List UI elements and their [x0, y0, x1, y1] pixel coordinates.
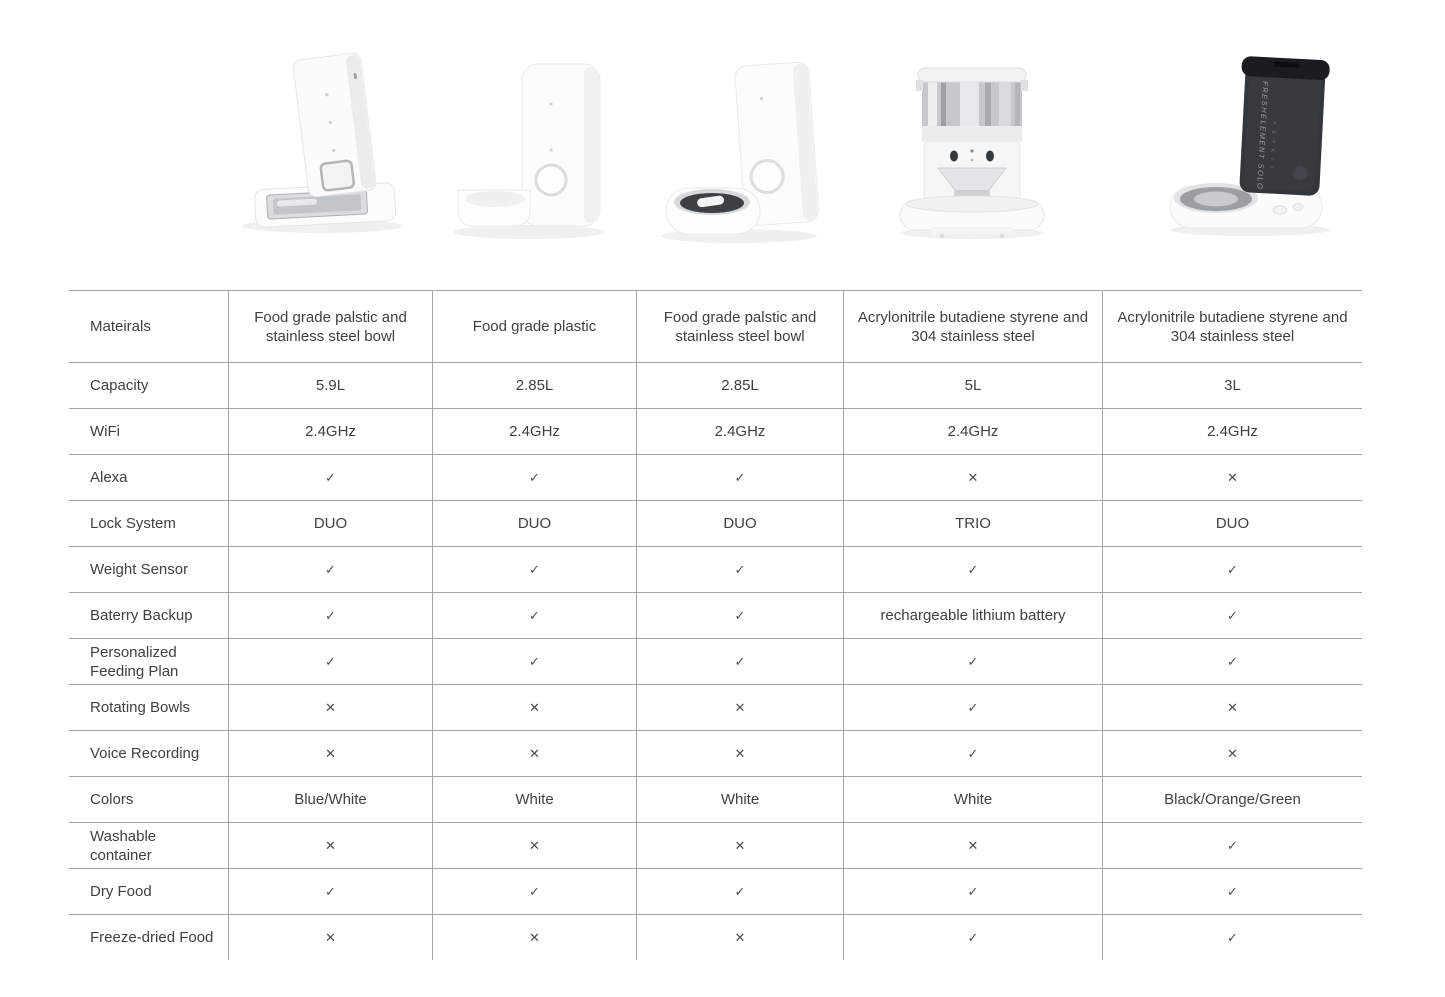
check-icon: ✓ [1102, 869, 1362, 914]
row-label: Capacity [90, 377, 149, 394]
table-row [69, 408, 1362, 454]
row-label: WiFi [90, 423, 120, 440]
cross-icon: ✕ [432, 685, 636, 730]
table-row [69, 914, 1362, 960]
cell-value: 2.85L [636, 363, 843, 408]
cell-value: Food grade plastic [432, 291, 636, 362]
cell-value: Blue/White [228, 777, 432, 822]
hopper-label-text: FRESHELEMENT SOLO [1255, 80, 1270, 191]
cross-icon: ✕ [843, 455, 1102, 500]
cell-value: 2.4GHz [636, 409, 843, 454]
feeder-tray-illustration [227, 48, 427, 238]
check-icon: ✓ [843, 547, 1102, 592]
feeder-solo-illustration [1150, 48, 1350, 238]
feeder-granary-illustration [872, 52, 1072, 242]
check-icon: ✓ [228, 869, 432, 914]
cross-icon: ✕ [228, 685, 432, 730]
table-row [69, 730, 1362, 776]
product-image-5 [1150, 48, 1350, 238]
cross-icon: ✕ [636, 685, 843, 730]
table-row [69, 546, 1362, 592]
check-icon: ✓ [636, 593, 843, 638]
cell-value: 3L [1102, 363, 1362, 408]
comparison-table [69, 290, 1362, 960]
cell-value: DUO [636, 501, 843, 546]
check-icon: ✓ [1102, 639, 1362, 684]
row-label: Weight Sensor [90, 561, 189, 578]
product-image-3 [644, 56, 844, 246]
sensor-right [986, 151, 994, 162]
row-label: Washable container [90, 827, 157, 864]
check-icon: ✓ [636, 869, 843, 914]
check-icon: ✓ [432, 593, 636, 638]
row-label: Rotating Bowls [90, 699, 191, 716]
cell-value: rechargeable lithium battery [843, 593, 1102, 638]
base-button [1293, 204, 1303, 211]
sensor-left [950, 151, 958, 162]
feeder-mini-illustration [434, 52, 634, 242]
cell-value: 2.85L [432, 363, 636, 408]
cell-value: 5.9L [228, 363, 432, 408]
row-label: Baterry Backup [90, 607, 193, 624]
table-row [69, 638, 1362, 684]
table-row [69, 500, 1362, 546]
check-icon: ✓ [1102, 915, 1362, 960]
cross-icon: ✕ [432, 915, 636, 960]
check-icon: ✓ [228, 593, 432, 638]
cross-icon: ✕ [1102, 731, 1362, 776]
check-icon: ✓ [636, 455, 843, 500]
base-button [1273, 206, 1287, 214]
stainless-hopper-top [916, 68, 1028, 142]
row-label: Mateirals [90, 318, 151, 335]
cross-icon: ✕ [228, 915, 432, 960]
table-row [69, 454, 1362, 500]
cross-icon: ✕ [432, 731, 636, 776]
cell-value: 5L [843, 363, 1102, 408]
cell-value: White [432, 777, 636, 822]
brand-label-text: P E T K I T [1269, 121, 1277, 171]
check-icon: ✓ [432, 869, 636, 914]
cell-value: Acrylonitrile butadiene styrene and 304 stainless steel [1102, 291, 1362, 362]
check-icon: ✓ [432, 455, 636, 500]
check-icon: ✓ [228, 639, 432, 684]
dispense-button [536, 165, 566, 195]
check-icon: ✓ [636, 639, 843, 684]
cross-icon: ✕ [636, 823, 843, 868]
table-row [69, 362, 1362, 408]
check-icon: ✓ [1102, 593, 1362, 638]
check-icon: ✓ [843, 915, 1102, 960]
table-row [69, 592, 1362, 638]
cell-value: DUO [432, 501, 636, 546]
product-image-1 [227, 48, 427, 238]
check-icon: ✓ [843, 685, 1102, 730]
check-icon: ✓ [636, 547, 843, 592]
cell-value: 2.4GHz [843, 409, 1102, 454]
product-image-4 [872, 52, 1072, 242]
cell-value: White [843, 777, 1102, 822]
cross-icon: ✕ [1102, 455, 1362, 500]
check-icon: ✓ [228, 455, 432, 500]
check-icon: ✓ [228, 547, 432, 592]
check-icon: ✓ [843, 869, 1102, 914]
cell-value: DUO [1102, 501, 1362, 546]
cell-value: 2.4GHz [432, 409, 636, 454]
black-hopper [1235, 56, 1330, 196]
cell-value: 2.4GHz [1102, 409, 1362, 454]
table-row [69, 776, 1362, 822]
cross-icon: ✕ [843, 823, 1102, 868]
feeder-steel-bowl-illustration [644, 56, 844, 246]
row-label: Lock System [90, 515, 176, 532]
cross-icon: ✕ [228, 731, 432, 776]
cell-value: TRIO [843, 501, 1102, 546]
cross-icon: ✕ [636, 731, 843, 776]
check-icon: ✓ [432, 639, 636, 684]
cell-value: Black/Orange/Green [1102, 777, 1362, 822]
check-icon: ✓ [843, 731, 1102, 776]
table-row [69, 868, 1362, 914]
product-image-2 [434, 52, 634, 242]
cell-value: Food grade palstic and stainless steel bowl [636, 291, 843, 362]
check-icon: ✓ [1102, 823, 1362, 868]
cell-value: 2.4GHz [228, 409, 432, 454]
cell-value: White [636, 777, 843, 822]
row-label: Personalized Feeding Plan [90, 643, 179, 680]
cross-icon: ✕ [636, 915, 843, 960]
check-icon: ✓ [432, 547, 636, 592]
cross-icon: ✕ [432, 823, 636, 868]
cross-icon: ✕ [228, 823, 432, 868]
cell-value: DUO [228, 501, 432, 546]
table-row [69, 684, 1362, 730]
row-label: Voice Recording [90, 745, 200, 762]
row-label: Freeze-dried Food [90, 929, 214, 946]
check-icon: ✓ [843, 639, 1102, 684]
row-label: Colors [90, 791, 134, 808]
cell-value: Acrylonitrile butadiene styrene and 304 stainless steel [843, 291, 1102, 362]
cell-value: Food grade palstic and stainless steel bowl [228, 291, 432, 362]
row-label: Alexa [90, 469, 128, 486]
check-icon: ✓ [1102, 547, 1362, 592]
dispense-button [750, 159, 784, 193]
table-row [69, 822, 1362, 868]
feeder-hopper-body [292, 52, 376, 197]
cross-icon: ✕ [1102, 685, 1362, 730]
table-header-row [69, 290, 1362, 362]
row-label: Dry Food [90, 883, 152, 900]
